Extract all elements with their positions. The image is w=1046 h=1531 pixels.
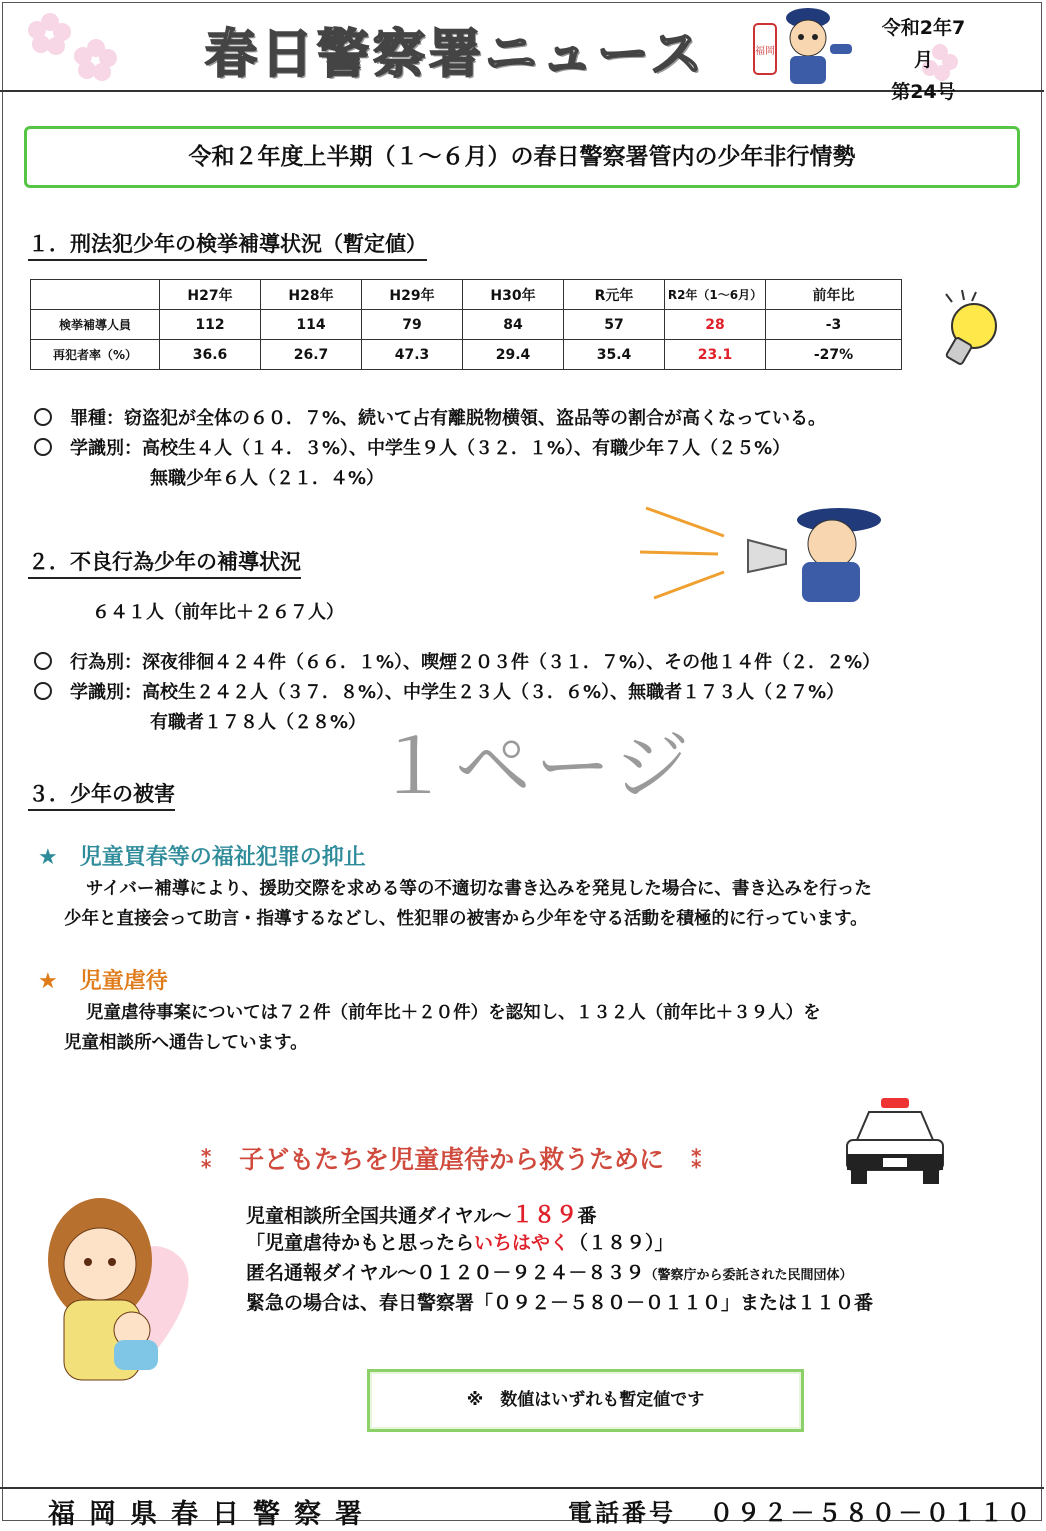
arrest-stats-table [30,279,902,370]
delinquency-total: ６４１人（前年比＋２６７人） [92,602,344,623]
police-megaphone-icon [636,500,886,610]
table-col-header: R2年（1～6月） [665,280,766,310]
ichihayaku-line: 「児童虐待かもと思ったらいちはやく（１８９）」 [246,1232,674,1254]
bullet-circle-icon [34,408,52,426]
svg-text:福岡: 福岡 [755,46,775,57]
bullet-circle-icon [34,682,52,700]
welfare-crime-text-1: サイバー補導により、援助交際を求める等の不適切な書き込みを発見した場合に、書き込みを行った [86,879,872,899]
footer-phone-label: 電話番号 [568,1498,676,1527]
school-breakdown-line: 学識別：高校生２４２人（３７．８%）、中学生２３人（３．６%）、無職者１７３人（２７%） [34,678,844,704]
bullet-circle-icon [34,652,52,670]
table-cell: -27% [766,340,902,370]
anonymous-dial-line: 匿名通報ダイヤル～０１２０－９２４－８３９（警察庁から委託された民間団体） [246,1262,853,1284]
child-abuse-heading: ★ 児童虐待 [38,969,168,994]
police-car-icon [843,1094,947,1188]
footer-divider [0,1487,1044,1489]
welfare-crime-text-2: 少年と直接会って助言・指導するなどし、性犯罪の被害から少年を守る活動を積極的に行っています。 [64,909,868,929]
section1-heading: １．刑法犯少年の検挙補導状況（暫定値） [28,228,427,261]
star-icon: ★ [38,969,58,994]
emergency-line: 緊急の場合は、春日警察署「０９２－５８０－０１１０」または１１０番 [246,1292,874,1314]
note-box [367,1369,804,1432]
note-text: ※ 数値はいずれも暫定値です [466,1390,705,1410]
table-corner-cell [31,280,160,310]
table-cell: 84 [463,310,564,340]
child-abuse-text-2: 児童相談所へ通告しています。 [64,1033,308,1053]
school-breakdown-cont: 有職者１７８人（２８%） [150,712,367,733]
table-cell: 47.3 [362,340,463,370]
table-col-header: H28年 [261,280,362,310]
table-cell: 35.4 [564,340,665,370]
mother-child-illustration [30,1180,230,1400]
table-cell: 57 [564,310,665,340]
table-header-row [31,280,902,310]
table-cell-current: 28 [665,310,766,340]
table-cell: 114 [261,310,362,340]
table-cell-current: 23.1 [665,340,766,370]
table-col-header: H30年 [463,280,564,310]
ribbon-icon: ⁑ [690,1145,704,1174]
school-breakdown-line: 学識別：高校生４人（１４．３%）、中学生９人（３２．１%）、有職少年７人（２５%） [34,434,790,460]
section2-heading: ２．不良行為少年の補導状況 [28,546,301,579]
table-row [31,310,902,340]
issue-number: 第24号 [891,81,956,103]
table-row-label: 検挙補導人員 [31,310,160,340]
issue-date: 令和2年7月 [881,17,966,71]
bullet-circle-icon [34,438,52,456]
newsletter-title: 春日警察署ニュース [205,25,707,85]
lightbulb-icon [936,288,1006,372]
footer-org: 福岡県春日警察署 [48,1499,376,1530]
table-cell: 112 [160,310,261,340]
footer-phone [568,1493,1033,1528]
table-row [31,340,902,370]
act-breakdown-line: 行為別：深夜徘徊４２４件（６６．１%）、喫煙２０３件（３１．７%）、その他１４件（２．２%） [34,648,880,674]
table-cell: 36.6 [160,340,261,370]
headline-banner [24,126,1020,188]
issue-info [876,12,971,108]
table-col-header: H27年 [160,280,261,310]
footer-phone-number: ０９２－５８０－０１１０ [709,1498,1034,1527]
table-col-header: H29年 [362,280,463,310]
table-row-label: 再犯者率（%） [31,340,160,370]
cherry-blossom-icon [28,8,123,86]
welfare-crime-heading: ★ 児童買春等の福祉犯罪の抑止 [38,845,366,870]
school-breakdown-cont: 無職少年６人（２１．４%） [150,468,385,489]
child-abuse-text-1: 児童虐待事案については７２件（前年比＋２０件）を認知し、１３２人（前年比＋３９人）を [86,1003,821,1023]
ribbon-icon: ⁑ [200,1145,214,1174]
table-col-header: 前年比 [766,280,902,310]
headline-text: 令和２年度上半期（１～６月）の春日警察署管内の少年非行情勢 [188,144,856,170]
table-col-header: R元年 [564,280,665,310]
crime-type-line: 罪種：窃盗犯が全体の６０．７%、続いて占有離脱物横領、盗品等の割合が高くなっている。 [34,404,826,430]
table-cell: 26.7 [261,340,362,370]
table-cell: -3 [766,310,902,340]
header [0,0,1044,103]
dial-189-line: 児童相談所全国共通ダイヤル～１８９番 [246,1203,597,1228]
table-cell: 29.4 [463,340,564,370]
star-icon: ★ [38,845,58,870]
police-mascot-icon [748,4,858,88]
callout-heading: ⁑ 子どもたちを児童虐待から救うために ⁑ [200,1145,704,1174]
page-watermark: １ページ [375,722,694,811]
section3-heading: ３．少年の被害 [28,778,175,811]
table-cell: 79 [362,310,463,340]
